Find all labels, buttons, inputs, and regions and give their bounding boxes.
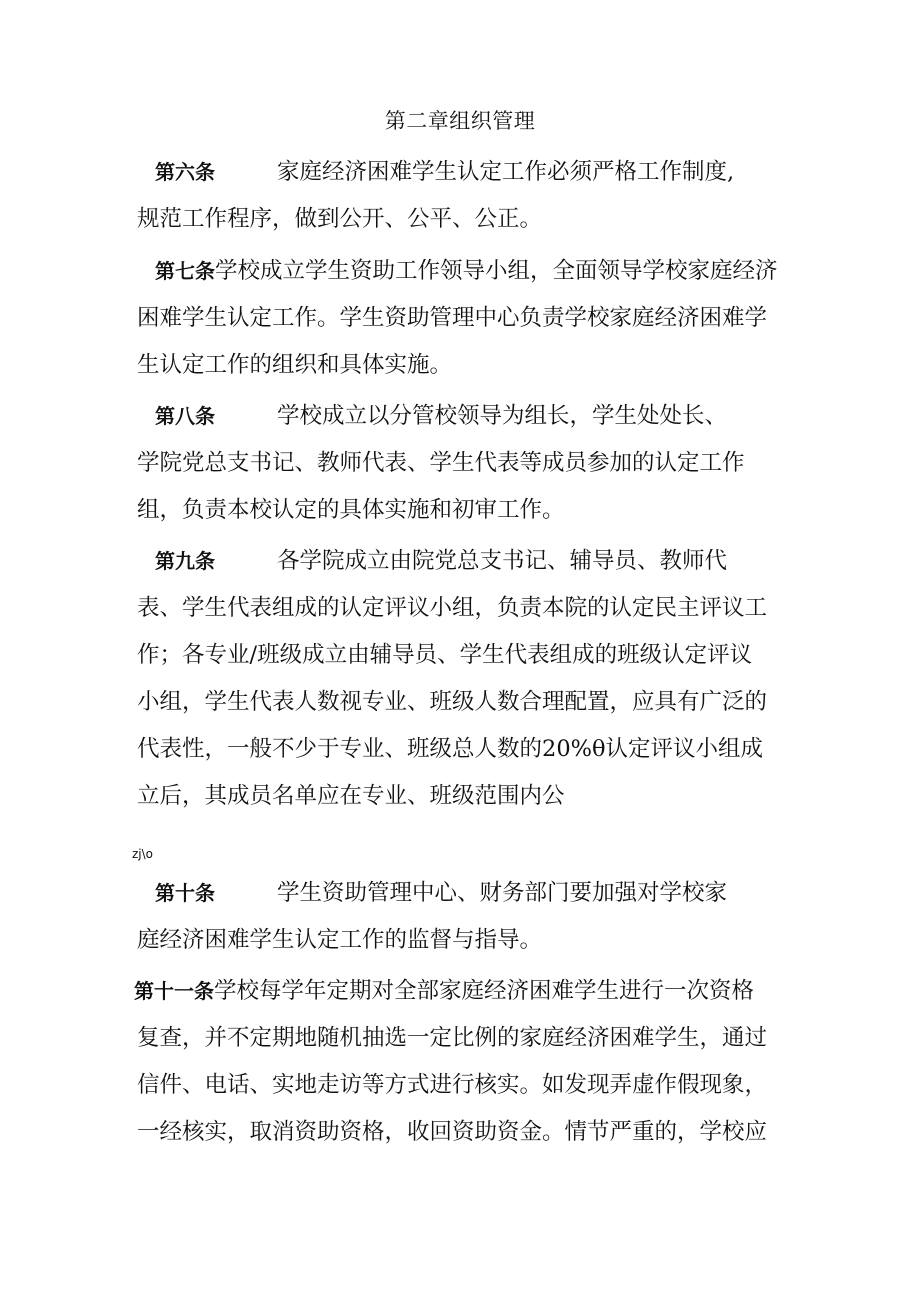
article-line: 规范工作程序，做到公开、公平、公正。 [137, 206, 543, 232]
article-line: 困难学生认定工作。学生资助管理中心负责学校家庭经济困难学 [137, 305, 768, 331]
article-line: 复查，并不定期地随机抽选一定比例的家庭经济困难学生，通过 [137, 1025, 768, 1051]
article-label: 第十条 [155, 881, 215, 905]
article-label: 第七条 [155, 259, 215, 283]
article-text: 各学院成立由院党总支书记、辅导员、教师代 [277, 548, 728, 574]
article-line [155, 255, 778, 287]
article-label: 第十一条 [134, 979, 214, 1003]
article-line: 小组，学生代表人数视专业、班级人数合理配置，应具有广泛的 [137, 689, 768, 715]
article-line: 学院党总支书记、教师代表、学生代表等成员参加的认定工作 [137, 450, 745, 476]
article-line: 一经核实，取消资助资格，收回资助资金。情节严重的，学校应 [137, 1119, 768, 1145]
article-line [155, 156, 734, 188]
article-label: 第八条 [155, 404, 215, 428]
article-line: 生认定工作的组织和具体实施。 [137, 352, 453, 378]
article-line: 立后，其成员名单应在专业、班级范围内公 [137, 783, 565, 809]
article-line: 信件、电话、实地走访等方式进行核实。如发现弄虚作假现象， [137, 1072, 768, 1098]
article-line [155, 400, 727, 432]
article-text: 学校每学年定期对全部家庭经济困难学生进行一次资格 [214, 978, 755, 1004]
article-line: 代表性，一般不少于专业、班级总人数的20%θ认定评议小组成 [137, 736, 764, 762]
article-text: 家庭经济困难学生认定工作必须严格工作制度, [277, 159, 735, 185]
article-line [155, 545, 727, 577]
article-line: 表、学生代表组成的认定评议小组，负责本院的认定民主评议工 [137, 595, 768, 621]
article-line: 庭经济困难学生认定工作的监督与指导。 [137, 927, 543, 953]
article-text: 学生资助管理中心、财务部门要加强对学校家 [277, 880, 728, 906]
chapter-title: 第二章组织管理 [384, 109, 536, 133]
article-line: 组，负责本校认定的具体实施和初审工作。 [137, 497, 565, 523]
stray-text: zj\o [132, 847, 154, 861]
article-text: 学校成立学生资助工作领导小组，全面领导学校家庭经济 [215, 258, 778, 284]
article-label: 第六条 [155, 160, 215, 184]
article-label: 第九条 [155, 549, 215, 573]
article-line [155, 877, 727, 909]
article-text: 学校成立以分管校领导为组长，学生处处长、 [277, 403, 728, 429]
article-line: 作；各专业/班级成立由辅导员、学生代表组成的班级认定评议 [137, 642, 753, 668]
article-line [134, 975, 754, 1007]
